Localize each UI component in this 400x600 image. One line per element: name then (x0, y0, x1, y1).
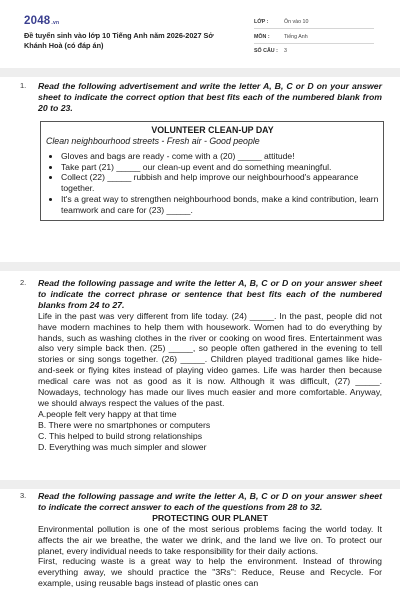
meta-class-value: Ôn vào 10 (284, 19, 309, 25)
advertisement-item: • Take part (21) _____ our clean-up event and do something meaningful. (61, 162, 379, 173)
document-title: Đề tuyển sinh vào lớp 10 Tiếng Anh năm 2026-2027 Sở Khánh Hoà (có đáp án) (24, 31, 214, 50)
meta-subject-value: Tiếng Anh (284, 34, 308, 40)
site-logo[interactable] (24, 15, 59, 27)
advertisement-title: VOLUNTEER CLEAN-UP DAY (151, 124, 274, 135)
question-instruction: Read the following passage and write the letter A, B, C or D on your answer sheet to indicate the correct phrase or sentence that best fits each of the numbered blanks from 24 to 27. (38, 278, 382, 310)
passage (38, 311, 382, 453)
question-instruction: Read the following advertisement and write the letter A, B, C or D on your answer sheet to indicate the correct option that best fits each of the numbered blank from 20 to 23. (38, 81, 382, 113)
option-d: D. Everything was much simpler and slower (38, 441, 207, 452)
advertisement-item: • Gloves and bags are ready - come with a (20) _____ attitude! (61, 151, 379, 162)
meta-count-key: SỐ CÂU : (254, 48, 278, 54)
meta-subject-key: MÔN : (254, 34, 270, 40)
question-1 (20, 81, 382, 221)
meta-class-key: LỚP : (254, 19, 269, 25)
advertisement-item: • Collect (22) _____ rubbish and help improve our neighbourhood's appearance together. (61, 172, 379, 194)
option-c: C. This helped to build strong relationships (38, 430, 203, 441)
question-number: 2. (20, 278, 27, 287)
meta-count-value: 3 (284, 48, 287, 54)
question-number: 3. (20, 491, 27, 500)
option-a: A.people felt very happy at that time (38, 408, 177, 419)
advertisement-box (40, 121, 384, 221)
passage-paragraph: First, reducing waste is a great way to help the environment. Instead of throwing everything away, we should practice the "3Rs": Reduce, Reuse and Recycle. For example, using reusable bags instead of plastic ones can (38, 556, 382, 589)
passage-paragraph: Environmental pollution is one of the most serious problems facing the world today. It affects the air we breathe, the water we drink, and the land we live on. To protect our planet, every individual needs to take responsibility for their daily actions. (38, 523, 382, 556)
passage-text: Life in the past was very different from life today. (24) _____. In the past, people did not have modern machines to help them with housework. Women had to do everything by hands, such as washing clothes in the river or cooking on wood fires. Entertainment was also very simple back then. (25) _____, so people often gathered in the evening to tell stories or sing songs together. (26) _____. Children played traditional games like hide-and-seek or flying kites instead of playing video games. Life was harder then because medical care was not as good as it is now. Although it was difficult, (27) _____. Nowadays, technology has made our lives much easier and more comfortable. Anyway, we should always respect the values of the past. (38, 310, 382, 408)
advertisement-subtitle: Clean neighbourhood streets - Fresh air - Good people (46, 135, 260, 146)
question-3 (20, 491, 382, 589)
header-separator (0, 68, 400, 77)
passage-title: PROTECTING OUR PLANET (152, 512, 268, 523)
question-2 (20, 278, 382, 453)
question-divider (0, 480, 400, 489)
question-number: 1. (20, 81, 27, 90)
meta-divider (254, 28, 374, 29)
question-instruction: Read the following passage and write the letter A, B, C or D on your answer sheet to indicate the correct answer to each of the questions from 28 to 32. (38, 491, 382, 512)
logo-text: 2048 (24, 15, 51, 27)
meta-divider (254, 43, 374, 44)
advertisement-list (46, 151, 379, 216)
advertisement-item: • It's a great way to strengthen neighbourhood bonds, make a kind contribution, learn teamwork and care for (23) _____. (61, 194, 379, 216)
logo-suffix: .vn (51, 20, 60, 26)
passage (38, 513, 382, 589)
question-divider (0, 262, 400, 271)
page-header (0, 0, 400, 62)
option-b: B. There were no smartphones or computers (38, 419, 211, 430)
